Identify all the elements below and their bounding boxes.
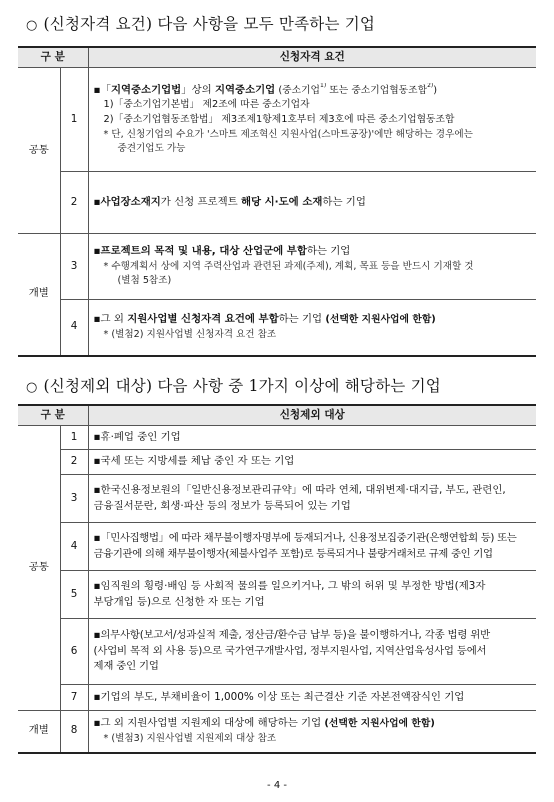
- content-line: ▪의무사항(보고서/성과실적 제출, 정산금/환수금 납부 등)을 불이행하거나, 각종 법령 위반: [93, 629, 490, 642]
- row-number: 3: [60, 475, 88, 523]
- row-content: [88, 685, 536, 711]
- section-title-text: (신청제외 대상) 다음 사항 중 1가지 이상에 해당하는 기업: [43, 377, 441, 395]
- table-row: [18, 523, 536, 571]
- row-content: [88, 300, 536, 356]
- row-number: 5: [60, 571, 88, 619]
- table-row: [18, 475, 536, 523]
- note-line: * (별첨2) 지원사업별 신청자격 요건 참조: [103, 328, 277, 340]
- row-content: [88, 475, 536, 523]
- note-line: (별첨 5참조): [117, 275, 172, 287]
- row-number: 1: [60, 426, 88, 450]
- content-line: 2)「중소기업협동조합법」 제3조제1항제1호부터 제3호에 따른 중소기업협동조합: [103, 113, 455, 125]
- section-title-eligibility: [26, 12, 375, 34]
- row-number: 2: [60, 450, 88, 475]
- section-title-exclusion: [26, 374, 441, 396]
- content-line: 금융기관에 의해 채무불이행자(체불사업주 포함)로 등록되거나 불량거래처로 규제 중인 기업: [93, 547, 493, 560]
- row-content: [88, 711, 536, 753]
- note-line: * 수행계획서 상에 지역 주력산업과 관련된 과제(주제), 계획, 목표 등을 반드시 기재할 것: [103, 260, 474, 272]
- table-row: [18, 68, 536, 172]
- row-content: [88, 619, 536, 685]
- group-label-individual: 개별: [18, 711, 60, 753]
- row-content: [88, 571, 536, 619]
- content-line: ▪그 외 지원사업별 지원제외 대상에 해당하는 기업 (선택한 지원사업에 한함): [93, 717, 435, 730]
- header-content: 신청제외 대상: [88, 405, 536, 426]
- row-content: [88, 68, 536, 172]
- row-number: 6: [60, 619, 88, 685]
- content-line: ▪한국신용정보원의「일반신용정보관리규약」에 따라 연체, 대위변제·대지급, 부도, 관련인,: [93, 483, 506, 496]
- row-number: 4: [60, 523, 88, 571]
- content-line: 부당개입 등)으로 신청한 자 또는 기업: [93, 595, 265, 608]
- table-row: [18, 300, 536, 356]
- content-line: (사업비 목적 외 사용 등)으로 국가연구개발사업, 정부지원사업, 지역산업육성사업 등에서: [93, 644, 487, 657]
- page-number: - 4 -: [267, 780, 287, 791]
- header-group: 구 분: [18, 405, 88, 426]
- row-number: 7: [60, 685, 88, 711]
- content-line: ▪「지역중소기업법」상의 지역중소기업 (중소기업$^{1)}$ 또는 중소기업협동조합$^{2)}$): [93, 82, 438, 96]
- table-header-row: [18, 405, 536, 426]
- table-header-row: [18, 47, 536, 68]
- content-line: ▪임직원의 횡령·배임 등 사회적 물의를 일으키거나, 그 밖의 허위 및 부정한 방법(제3자: [93, 579, 486, 592]
- row-content: [88, 234, 536, 300]
- note-line: * 단, 신청기업의 수요가 '스마트 제조혁신 지원사업(스마트공장)'에만 해당하는 경우에는: [103, 128, 473, 140]
- content-line: ▪사업장소재지가 신청 프로젝트 해당 시·도에 소재하는 기업: [93, 195, 366, 208]
- row-content: [88, 450, 536, 475]
- row-number: 3: [60, 234, 88, 300]
- row-number: 2: [60, 172, 88, 234]
- table-row: [18, 426, 536, 450]
- group-label-common: 공통: [18, 68, 60, 234]
- row-number: 4: [60, 300, 88, 356]
- table-row: [18, 450, 536, 475]
- row-number: 8: [60, 711, 88, 753]
- content-line: ▪기업의 부도, 부채비율이 1,000% 이상 또는 최근결산 기준 자본전액잠식인 기업: [93, 690, 465, 703]
- content-line: 제재 중인 기업: [93, 660, 159, 673]
- content-line: ▪프로젝트의 목적 및 내용, 대상 산업군에 부합하는 기업: [93, 245, 351, 258]
- content-line: ▪그 외 지원사업별 신청자격 요건에 부합하는 기업 (선택한 지원사업에 한함): [93, 313, 436, 326]
- table-row: [18, 172, 536, 234]
- eligibility-table: [18, 46, 536, 357]
- note-line: 중견기업도 가능: [117, 143, 186, 155]
- table-row: [18, 571, 536, 619]
- content-line: ▪휴·폐업 중인 기업: [93, 430, 181, 443]
- header-group: 구 분: [18, 47, 88, 68]
- circle-bullet-icon: ○: [26, 380, 38, 395]
- table-row: [18, 685, 536, 711]
- content-line: 금융질서문란, 회생·파산 등의 정보가 등록되어 있는 기업: [93, 499, 351, 512]
- exclusion-table: [18, 404, 536, 754]
- table-row: [18, 711, 536, 753]
- circle-bullet-icon: ○: [26, 18, 38, 33]
- group-label-common: 공통: [18, 426, 60, 711]
- group-label-individual: 개별: [18, 234, 60, 356]
- note-line: * (별첨3) 지원사업별 지원제외 대상 참조: [103, 732, 277, 744]
- row-number: 1: [60, 68, 88, 172]
- content-line: ▪국세 또는 지방세를 체납 중인 자 또는 기업: [93, 455, 295, 468]
- content-line: 1)「중소기업기본법」 제2조에 따른 중소기업자: [103, 99, 310, 111]
- table-row: [18, 234, 536, 300]
- row-content: [88, 426, 536, 450]
- row-content: [88, 523, 536, 571]
- section-title-text: (신청자격 요건) 다음 사항을 모두 만족하는 기업: [43, 15, 376, 33]
- header-content: 신청자격 요건: [88, 47, 536, 68]
- row-content: [88, 172, 536, 234]
- content-line: ▪「민사집행법」에 따라 채무불이행자명부에 등재되거나, 신용정보집중기관(은행연합회 등) 또는: [93, 531, 517, 544]
- table-row: [18, 619, 536, 685]
